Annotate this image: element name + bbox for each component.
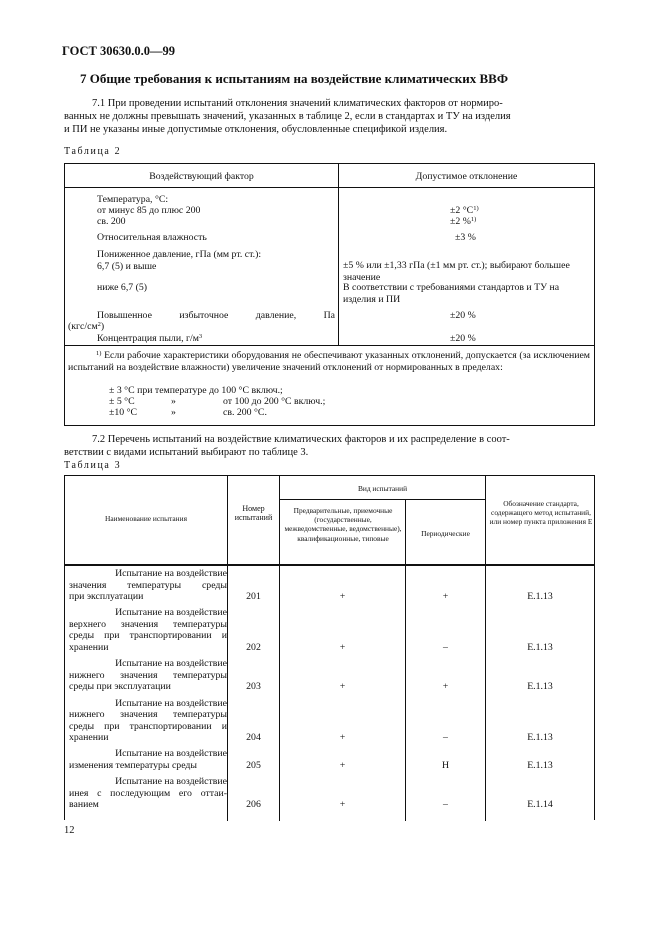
- footnote-divider: [65, 345, 594, 346]
- temperature-value-1: ±2 $^\circ С^{1)}$: [450, 205, 479, 216]
- footnote-row-3-ditto: »: [171, 407, 176, 418]
- col-header-name: Наименование испытания: [105, 514, 187, 523]
- pressure-range-1: 6,7 (5) и выше: [97, 261, 157, 272]
- col-header-periodic: Периодические: [421, 529, 470, 538]
- test-name-line: среды при эксплуатации: [69, 681, 171, 693]
- reference-cell: Е.1.13: [527, 591, 553, 603]
- temperature-range-2: св. 200: [97, 216, 126, 227]
- footnote-row-1: ± 3 °С при температуре до 100 °С включ.;: [109, 385, 283, 396]
- table-3-caption: Таблица 3: [64, 460, 122, 471]
- pressure-value-2: В соответствии с требованиями стандартов и ТУ на изделия и ПИ: [343, 282, 560, 305]
- test-name-line: среды при транспортировании и: [69, 720, 227, 732]
- test-name-line: хранении: [69, 642, 109, 654]
- overpressure-label: Повышенное избыточное давление, Па: [97, 310, 335, 321]
- document-code: ГОСТ 30630.0.0—99: [62, 44, 176, 58]
- footnote-row-2-tol: ± 5 °С: [109, 396, 135, 407]
- preliminary-mark: +: [339, 591, 346, 603]
- test-name-line: Испытание на воздействие: [115, 748, 227, 760]
- periodic-mark: +: [442, 681, 449, 693]
- test-number: 203: [246, 681, 261, 693]
- dust-value: ±20 %: [450, 333, 476, 344]
- col-header-preliminary: Предварительные, приемочные (государственные, межведомственные, ведомственные), квалификационные, типовые: [284, 506, 402, 543]
- periodic-mark: –: [443, 732, 448, 744]
- periodic-mark: –: [443, 799, 448, 811]
- test-name-line: Испытание на воздействие: [115, 607, 227, 619]
- test-name-line: при эксплуатации: [69, 591, 144, 603]
- preliminary-mark: +: [339, 760, 346, 771]
- overpressure-value: ±20 %: [450, 310, 476, 321]
- test-number: 204: [246, 732, 261, 744]
- test-name: [69, 568, 227, 603]
- periodic-mark: –: [443, 642, 448, 654]
- test-name: [69, 776, 227, 811]
- pressure-range-2: ниже 6,7 (5): [97, 282, 148, 293]
- page-number: 12: [64, 825, 75, 836]
- preliminary-mark: +: [339, 732, 346, 744]
- temperature-label: Температура, °С:: [97, 194, 169, 205]
- temperature-value-2: ±2 %$^{1)}$: [450, 216, 477, 227]
- test-number: 201: [246, 591, 261, 603]
- test-name-line: инея с последующим его оттаи-: [69, 787, 227, 799]
- table-2-caption: Таблица 2: [64, 146, 122, 157]
- test-name-line: хранении: [69, 732, 109, 744]
- preliminary-mark: +: [339, 681, 346, 693]
- paragraph-7-1: [64, 98, 596, 136]
- test-name-line: ванием: [69, 799, 99, 811]
- test-name-line: нижнего значения температуры: [69, 709, 227, 721]
- column-divider: [405, 499, 406, 821]
- reference-cell: Е.1.13: [527, 760, 553, 771]
- test-number: 206: [246, 799, 261, 811]
- table-3: [64, 475, 595, 820]
- reference-cell: Е.1.13: [527, 732, 553, 744]
- temperature-range-1: от минус 85 до плюс 200: [97, 205, 201, 216]
- footnote-row-3-range: св. 200 °С.: [223, 407, 267, 418]
- paragraph-line: 7.2 Перечень испытаний на воздействие климатических факторов и их распределение в соот-: [92, 434, 510, 445]
- paragraph-line: ветствии с видами испытаний выбирают по таблице 3.: [64, 446, 309, 458]
- reference-cell: Е.1.14: [527, 799, 553, 811]
- paragraph-line: ванных не должны превышать значений, указанных в таблице 2, если в стандартах и ТУ на изделия: [64, 110, 511, 122]
- dust-label: Концентрация пыли, $г/м^3$: [97, 333, 203, 344]
- test-name-line: Испытание на воздействие: [115, 697, 227, 709]
- test-number: 205: [246, 760, 261, 771]
- footnote-row-2-ditto: »: [171, 396, 176, 407]
- column-divider: [338, 164, 339, 345]
- pressure-label: Пониженное давление, гПа (мм рт. ст.):: [97, 249, 262, 260]
- col-header-type: Вид испытаний: [357, 484, 408, 493]
- paragraph-7-2: [64, 434, 596, 460]
- col-header-deviation: Допустимое отклонение: [415, 171, 518, 182]
- paragraph-line: и ПИ не указаны иные допустимые отклонения, обусловленные спецификой изделия.: [64, 123, 448, 135]
- test-name-line: среды при транспортировании и: [69, 630, 227, 642]
- periodic-mark: +: [442, 591, 449, 603]
- test-name: [69, 658, 227, 693]
- header-subdivider: [279, 499, 485, 500]
- test-name-line: Испытание на воздействие: [115, 776, 227, 788]
- reference-cell: Е.1.13: [527, 642, 553, 654]
- preliminary-mark: +: [339, 642, 346, 654]
- table-2: [64, 163, 595, 426]
- test-number: 202: [246, 642, 261, 654]
- footnote-row-2-range: от 100 до 200 °С включ.;: [223, 396, 326, 407]
- section-title: 7 Общие требования к испытаниям на воздействие климатических ВВФ: [80, 71, 509, 86]
- footnote-text: $^{1)}$ Если рабочие характеристики оборудования не обеспечивают указанных отклонений, допускается (за исключением испытаний на воздействие влажности) увеличение значений отклонений от нормированных в пределах:: [68, 350, 591, 373]
- test-name-line: значения температуры среды: [69, 579, 227, 591]
- reference-cell: Е.1.13: [527, 681, 553, 693]
- humidity-value: ±3 %: [455, 232, 476, 243]
- test-name-line: верхнего значения температуры: [69, 618, 227, 630]
- pressure-value-1: ±5 % или ±1,33 гПа (±1 мм рт. ст.); выбирают большее значение: [343, 260, 570, 283]
- col-header-designation: Обозначение стандарта, содержащего метод испытаний, или номер пункта приложения Е: [489, 499, 593, 527]
- footnote-row-3-tol: ±10 °С: [109, 407, 138, 418]
- periodic-mark: Н: [441, 760, 450, 771]
- header-divider: [65, 564, 594, 566]
- preliminary-mark: +: [339, 799, 346, 811]
- test-name: [69, 607, 227, 653]
- header-divider: [65, 187, 594, 188]
- test-name: [69, 748, 227, 771]
- col-header-factor: Воздействующий фактор: [149, 171, 254, 182]
- test-name: [69, 698, 227, 744]
- overpressure-unit: $(кгс/см^2)$: [68, 321, 105, 332]
- paragraph-line: 7.1 При проведении испытаний отклонения значений климатических факторов от нормиро-: [92, 98, 503, 109]
- test-name-line: нижнего значения температуры: [69, 669, 227, 681]
- test-name-line: Испытание на воздействие: [115, 568, 227, 579]
- col-header-number: Номер испытаний: [234, 504, 273, 523]
- humidity-label: Относительная влажность: [97, 232, 207, 243]
- test-name-line: изменения температуры среды: [69, 759, 197, 771]
- test-name-line: Испытание на воздействие: [115, 658, 227, 670]
